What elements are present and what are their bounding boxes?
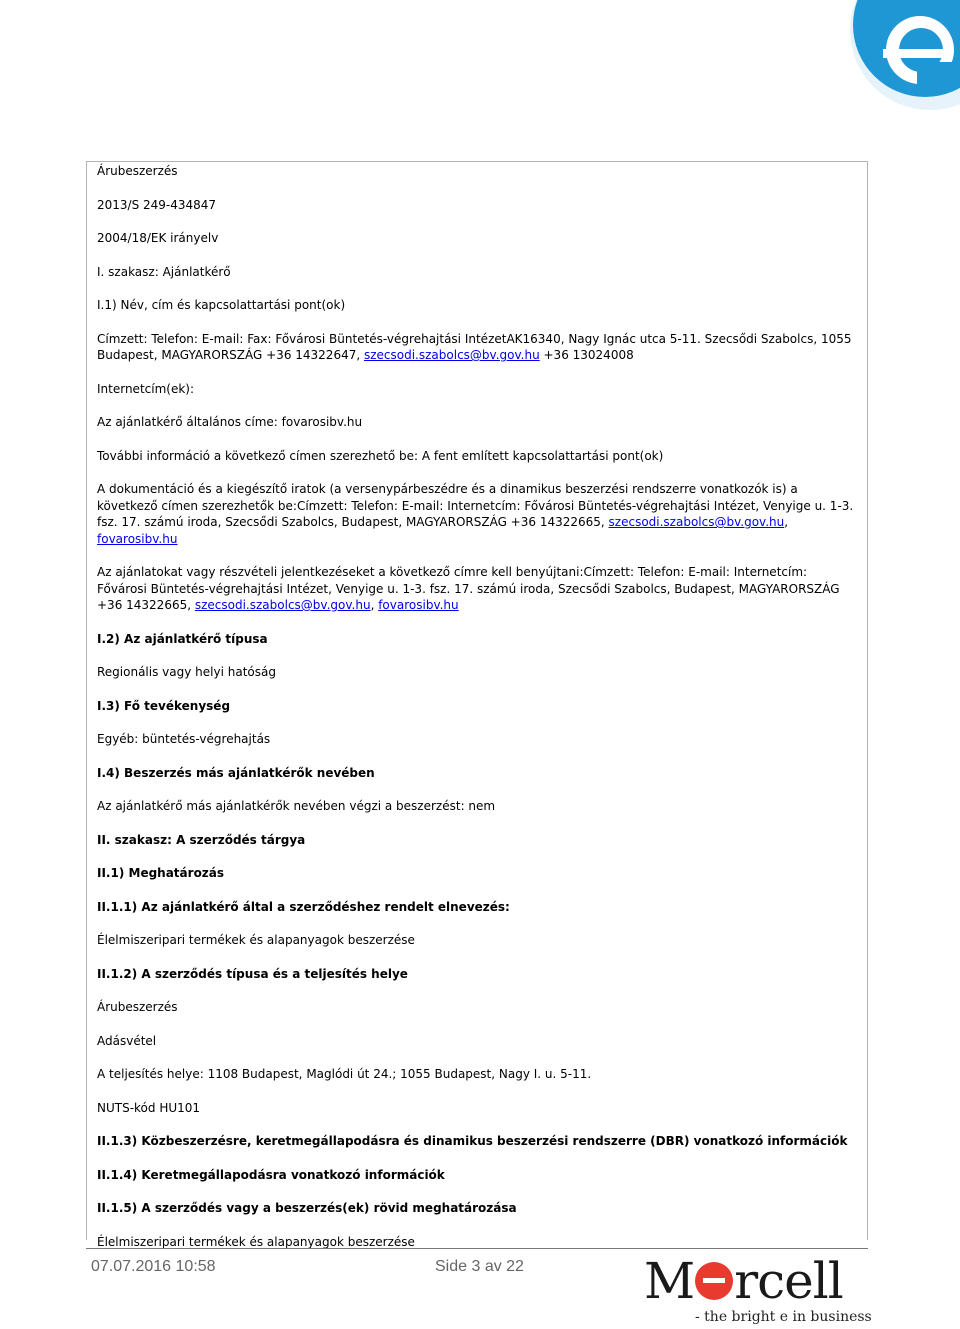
paragraph-tail: +36 13024008 bbox=[539, 348, 634, 362]
paragraph-text: II.1.5) A szerződés vagy a beszerzés(ek) rövid meghatározása bbox=[97, 1201, 517, 1215]
paragraph-text: További információ a következő címen szerezhető be: A fent említett kapcsolattartási pont(ok) bbox=[97, 448, 664, 463]
content-frame-right bbox=[867, 161, 868, 1240]
paragraph-text: Egyéb: büntetés-végrehajtás bbox=[97, 732, 271, 746]
paragraph-text: 2004/18/EK irányelv bbox=[97, 231, 219, 245]
paragraph-text: NUTS-kód HU101 bbox=[97, 1100, 201, 1115]
website-link[interactable]: fovarosibv.hu bbox=[378, 598, 459, 612]
paragraph-text: II. szakasz: A szerződés tárgya bbox=[97, 832, 306, 847]
paragraph-text: II.1.4) Keretmegállapodásra vonatkozó információk bbox=[97, 1167, 445, 1182]
paragraph bbox=[97, 1066, 857, 1083]
paragraph bbox=[97, 798, 857, 815]
page-number: Side 3 av 22 bbox=[435, 1258, 524, 1275]
paragraph bbox=[97, 932, 857, 949]
paragraph-text: Adásvétel bbox=[97, 1033, 157, 1048]
website-link[interactable]: fovarosibv.hu bbox=[97, 531, 178, 546]
brand-wordmark-end: rcell bbox=[734, 1252, 843, 1310]
paragraph bbox=[97, 564, 857, 614]
paragraph-text: II.1.2) A szerződés típusa és a teljesítés helye bbox=[97, 966, 408, 981]
email-link[interactable]: szecsodi.szabolcs@bv.gov.hu bbox=[194, 598, 371, 612]
paragraph-text: Címzett: Telefon: E-mail: Fax: Fővárosi Büntetés-végrehajtási IntézetAK16340, Nagy Ignác utca 5-11. Szecsődi Szabolcs, 1055 Budapest, MAGYARORSZÁG +36 14322647, bbox=[97, 331, 852, 362]
paragraph bbox=[97, 414, 857, 431]
paragraph-text: I.2) Az ajánlatkérő típusa bbox=[97, 631, 268, 646]
link-separator: , bbox=[784, 515, 789, 529]
paragraph-text: A dokumentáció és a kiegészítő iratok (a versenypárbeszédre és a dinamikus beszerzési rendszerre vonatkozók is) a következő címen szerezhetők be:Címzett: Telefon: E-mail: Internetcím: Fővárosi Büntetés-végrehajtási Intézet, Venyige u. 1-3. fsz. 17. számú iroda, Szecsődi Szabolcs, Budapest, MAGYARORSZÁG +36 14322665, bbox=[97, 482, 854, 529]
paragraph-text: Az ajánlatkérő más ajánlatkérők nevében végzi a beszerzést: nem bbox=[97, 799, 496, 813]
section-heading bbox=[97, 966, 857, 983]
paragraph-text: II.1.1) Az ajánlatkérő által a szerződéshez rendelt elnevezés: bbox=[97, 899, 510, 914]
paragraph-text: Az ajánlatkérő általános címe: fovarosibv.hu bbox=[97, 415, 363, 429]
paragraph-text: Árubeszerzés bbox=[97, 164, 178, 178]
document-body bbox=[97, 163, 857, 1267]
section-heading bbox=[97, 1200, 857, 1217]
section-heading bbox=[97, 865, 857, 882]
paragraph-text: I.3) Fő tevékenység bbox=[97, 698, 231, 713]
content-frame-left bbox=[86, 161, 87, 1240]
paragraph-text: I. szakasz: Ajánlatkérő bbox=[97, 264, 231, 279]
paragraph bbox=[97, 163, 857, 180]
paragraph-text: 2013/S 249-434847 bbox=[97, 197, 217, 212]
paragraph bbox=[97, 448, 857, 465]
brand-e-icon bbox=[695, 1262, 733, 1300]
paragraph bbox=[97, 197, 857, 214]
email-link[interactable]: szecsodi.szabolcs@bv.gov.hu bbox=[608, 515, 785, 529]
paragraph bbox=[97, 264, 857, 281]
paragraph bbox=[97, 1100, 857, 1117]
section-heading bbox=[97, 765, 857, 782]
paragraph bbox=[97, 1033, 857, 1050]
paragraph bbox=[97, 331, 857, 364]
section-heading bbox=[97, 899, 857, 916]
paragraph-text: Élelmiszeripari termékek és alapanyagok beszerzése bbox=[97, 933, 415, 947]
link-separator: , bbox=[370, 598, 379, 612]
paragraph bbox=[97, 381, 857, 398]
content-frame-top bbox=[86, 161, 868, 162]
corner-logo-icon bbox=[825, 0, 960, 112]
paragraph-text: Internetcím(ek): bbox=[97, 381, 195, 396]
paragraph-text: Regionális vagy helyi hatóság bbox=[97, 665, 276, 679]
paragraph-text: II.1) Meghatározás bbox=[97, 866, 225, 880]
paragraph-text: I.4) Beszerzés más ajánlatkérők nevében bbox=[97, 765, 375, 780]
brand-tagline: - the bright e in business bbox=[695, 1309, 872, 1325]
paragraph-text: Élelmiszeripari termékek és alapanyagok beszerzése bbox=[97, 1234, 415, 1249]
paragraph-text: I.1) Név, cím és kapcsolattartási pont(ok) bbox=[97, 298, 346, 312]
section-heading bbox=[97, 1167, 857, 1184]
paragraph bbox=[97, 481, 857, 547]
paragraph-text: Árubeszerzés bbox=[97, 1000, 178, 1014]
brand-logo bbox=[642, 1252, 872, 1327]
brand-wordmark-start: M bbox=[644, 1252, 695, 1310]
paragraph bbox=[97, 731, 857, 748]
section-heading bbox=[97, 832, 857, 849]
print-timestamp: 07.07.2016 10:58 bbox=[91, 1258, 216, 1275]
paragraph bbox=[97, 230, 857, 247]
brand-wordmark bbox=[644, 1252, 843, 1310]
section-heading bbox=[97, 1133, 857, 1150]
section-heading bbox=[97, 698, 857, 715]
footer-divider bbox=[86, 1248, 868, 1249]
paragraph bbox=[97, 297, 857, 314]
paragraph bbox=[97, 999, 857, 1016]
paragraph-text: A teljesítés helye: 1108 Budapest, Maglódi út 24.; 1055 Budapest, Nagy I. u. 5-11. bbox=[97, 1067, 592, 1081]
email-link[interactable]: szecsodi.szabolcs@bv.gov.hu bbox=[363, 348, 540, 362]
paragraph-text: II.1.3) Közbeszerzésre, keretmegállapodásra és dinamikus beszerzési rendszerre (DBR) vonatkozó információk bbox=[97, 1134, 848, 1148]
paragraph-text: Az ajánlatokat vagy részvételi jelentkezéseket a következő címre kell benyújtani:Címzett: Telefon: E-mail: Internetcím: Fővárosi Büntetés-végrehajtási Intézet, Venyige u. 1-3. fsz. 17. számú iroda, Szecsődi Szabolcs, Budapest, MAGYARORSZÁG +36 14322665, bbox=[97, 565, 840, 612]
section-heading bbox=[97, 631, 857, 648]
paragraph bbox=[97, 664, 857, 681]
